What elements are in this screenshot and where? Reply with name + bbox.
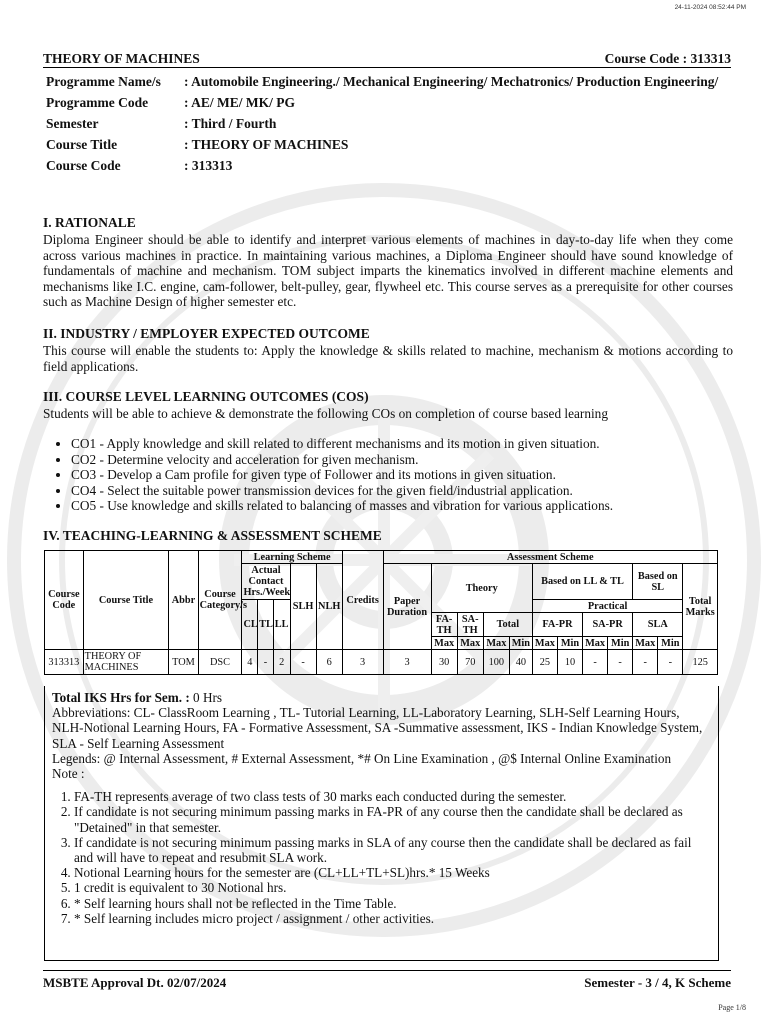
col-paper-duration: Paper Duration	[383, 564, 431, 650]
list-item: 6. * Self learning hours shall not be reflected in the Time Table.	[74, 896, 712, 911]
col-total: Total	[483, 613, 532, 637]
table-cell: -	[608, 650, 633, 675]
info-row	[46, 137, 732, 158]
info-row	[46, 158, 732, 179]
table-cell: 40	[509, 650, 532, 675]
info-value: : AE/ ME/ MK/ PG	[184, 95, 295, 110]
based-ll-tl-header: Based on LL & TL	[532, 564, 632, 600]
table-cell: -	[583, 650, 608, 675]
table-cell: 6	[316, 650, 342, 675]
col-slh: SLH	[290, 564, 316, 650]
industry-outcome-text: This course will enable the students to: Apply the knowledge & skills related to machine, mechanism & motions according to field applications.	[43, 343, 733, 374]
col-category: Course Category/s	[198, 551, 242, 650]
col-nlh: NLH	[316, 564, 342, 650]
col-sa-th: SA-TH	[457, 613, 483, 637]
notes-section	[52, 690, 712, 926]
table-cell: -	[658, 650, 683, 675]
table-row	[45, 650, 718, 675]
col-fa-th: FA-TH	[431, 613, 457, 637]
info-key: Semester	[46, 116, 99, 131]
table-cell: THEORY OF MACHINES	[83, 650, 169, 675]
learning-scheme-header: Learning Scheme	[242, 551, 342, 564]
table-cell: 70	[457, 650, 483, 675]
course-code-header: Course Code : 313313	[604, 51, 731, 66]
rationale-text: Diploma Engineer should be able to identify and interpret various elements of machines in day-to-day life when they come across various machines in practice. In maintaining various machines, a Diploma Engineer should have sound knowledge of fundamentals of machine and mechanism. TOM subject imparts the kinematics involved in different machine elements and mechanisms like I.C. engine, cam-follower, belt-pulley, gear, flywheel etc. This course serves as a prerequisite for other courses such as Machine Design of higher semester etc.	[43, 232, 733, 309]
col-course-code: Course Code	[45, 551, 84, 650]
table-cell: 25	[532, 650, 557, 675]
info-key: Course Code	[46, 158, 121, 173]
info-value: : Third / Fourth	[184, 116, 277, 131]
course-outcomes-intro: Students will be able to achieve & demonstrate the following COs on completion of course based learning	[43, 406, 608, 421]
course-outcomes-list	[43, 436, 613, 514]
info-key: Course Title	[46, 137, 118, 152]
table-cell: 313313	[45, 650, 84, 675]
col-credits: Credits	[342, 551, 383, 650]
info-key: Programme Name/s	[46, 74, 161, 89]
min-label: Min	[557, 637, 582, 650]
list-item: • CO1 - Apply knowledge and skill related to different mechanisms and its motion in given situation.	[71, 436, 613, 452]
col-course-title: Course Title	[83, 551, 169, 650]
min-label: Min	[658, 637, 683, 650]
min-label: Min	[608, 637, 633, 650]
footer-divider	[43, 970, 731, 971]
notes-list	[52, 789, 712, 926]
min-label: Min	[509, 637, 532, 650]
table-cell: 2	[273, 650, 290, 675]
col-actual-contact: Actual Contact Hrs./Week	[243, 565, 291, 598]
info-row	[46, 74, 732, 95]
list-item: 2. If candidate is not securing minimum passing marks in FA-PR of any course then the candidate shall be declared as "Detained" in that semester.	[74, 804, 712, 834]
abbreviations-text: Abbreviations: CL- ClassRoom Learning , TL- Tutorial Learning, LL-Laboratory Learning, SLH-Self Learning Hours, NLH-Notional Learning Hours, FA - Formative Assessment, SA -Summative assessment, IKS - Indian Knowledge System, SLA - Self Learning Assessment	[52, 705, 703, 751]
col-cl: CL	[242, 600, 258, 650]
note-label: Note :	[52, 766, 85, 782]
table-cell: TOM	[169, 650, 198, 675]
table-cell: DSC	[198, 650, 242, 675]
assessment-scheme-table	[44, 550, 718, 675]
info-row	[46, 95, 732, 116]
legends-text: Legends: @ Internal Assessment, # External Assessment, *# On Line Examination , @$ Internal Online Examination	[52, 750, 672, 766]
info-value: : 313313	[184, 158, 233, 173]
col-fa-pr: FA-PR	[532, 613, 582, 637]
table-cell: 30	[431, 650, 457, 675]
table-cell: 3	[342, 650, 383, 675]
col-tl: TL	[258, 600, 274, 650]
list-item: 4. Notional Learning hours for the semester are (CL+LL+TL+SL)hrs.* 15 Weeks	[74, 865, 712, 880]
info-value: : Automobile Engineering./ Mechanical Engineering/ Mechatronics/ Production Engineering/	[184, 74, 719, 89]
info-value: : THEORY OF MACHINES	[184, 137, 349, 152]
iks-value: 0 Hrs	[189, 690, 222, 705]
col-sa-pr: SA-PR	[583, 613, 633, 637]
approval-date: MSBTE Approval Dt. 02/07/2024	[43, 975, 227, 990]
timestamp: 24-11-2024 08:52:44 PM	[674, 4, 746, 11]
table-cell: -	[258, 650, 274, 675]
table-cell: -	[633, 650, 658, 675]
max-label: Max	[431, 637, 457, 650]
table-cell: 10	[557, 650, 582, 675]
col-total-marks: Total Marks	[683, 564, 718, 650]
assessment-scheme-header: Assessment Scheme	[383, 551, 718, 564]
table-cell: 3	[383, 650, 431, 675]
max-label: Max	[633, 637, 658, 650]
list-item: 3. If candidate is not securing minimum passing marks in SLA of any course then the candidate shall be declared as fail and will have to repeat and resubmit SLA work.	[74, 835, 712, 865]
page-number: Page 1/8	[718, 1003, 746, 1012]
max-label: Max	[532, 637, 557, 650]
max-label: Max	[457, 637, 483, 650]
list-item: 5. 1 credit is equivalent to 30 Notional hrs.	[74, 880, 712, 895]
info-key: Programme Code	[46, 95, 149, 110]
semester-scheme: Semester - 3 / 4, K Scheme	[584, 975, 731, 990]
max-label: Max	[583, 637, 608, 650]
based-sl-header: Based on SL	[633, 564, 683, 600]
list-item: • CO4 - Select the suitable power transmission devices for the given field/industrial application.	[71, 483, 613, 499]
programme-info-table	[46, 74, 732, 179]
table-cell: 100	[483, 650, 509, 675]
iks-label: Total IKS Hrs for Sem. :	[52, 690, 190, 705]
table-cell: 125	[683, 650, 718, 675]
table-cell: -	[290, 650, 316, 675]
max-label: Max	[483, 637, 509, 650]
list-item: • CO2 - Determine velocity and acceleration for given mechanism.	[71, 452, 613, 468]
practical-header: Practical	[532, 600, 682, 613]
list-item: 1. FA-TH represents average of two class tests of 30 marks each conducted during the semester.	[74, 789, 712, 804]
course-outcomes-heading: III. COURSE LEVEL LEARNING OUTCOMES (COS)	[43, 389, 369, 404]
course-title-header: THEORY OF MACHINES	[43, 51, 200, 66]
list-item: • CO5 - Use knowledge and skills related to balancing of masses and vibration for various applications.	[71, 498, 613, 514]
col-ll: LL	[273, 600, 290, 650]
table-cell: 4	[242, 650, 258, 675]
list-item: 7. * Self learning includes micro project / assignment / other activities.	[74, 911, 712, 926]
col-abbr: Abbr	[169, 551, 198, 650]
scheme-heading: IV. TEACHING-LEARNING & ASSESSMENT SCHEME	[43, 528, 382, 543]
list-item: • CO3 - Develop a Cam profile for given type of Follower and its motions in given situation.	[71, 467, 613, 483]
col-sla: SLA	[633, 613, 683, 637]
info-row	[46, 116, 732, 137]
header-divider	[43, 67, 731, 68]
industry-outcome-heading: II. INDUSTRY / EMPLOYER EXPECTED OUTCOME	[43, 326, 370, 341]
theory-header: Theory	[431, 564, 532, 613]
rationale-heading: I. RATIONALE	[43, 215, 136, 230]
